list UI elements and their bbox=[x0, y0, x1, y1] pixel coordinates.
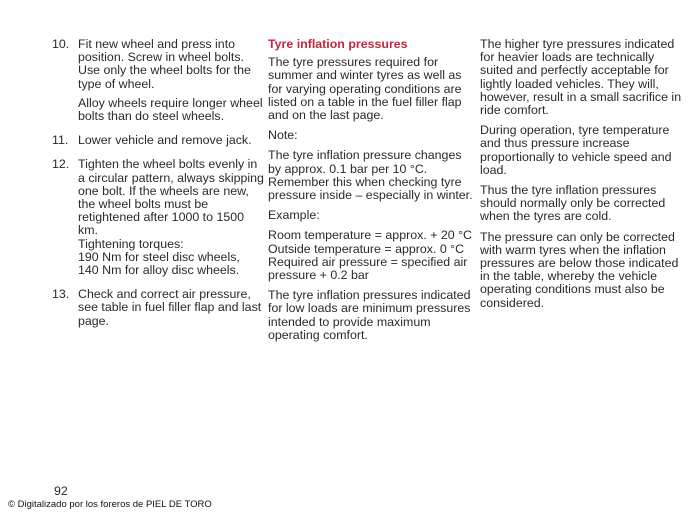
pressure-notes-column bbox=[480, 38, 684, 317]
step-12 bbox=[52, 158, 264, 283]
step-number: 10. bbox=[52, 37, 70, 51]
paragraph: During operation, tyre temperature and thus pressure increase proportionally to vehicle speed and load. bbox=[480, 123, 672, 177]
step-number: 11. bbox=[52, 133, 69, 148]
step-number: 12. bbox=[52, 157, 70, 172]
low-loads-paragraph: The tyre inflation pressures indicated for low loads are minimum pressures intended to provide maximum operating comfort. bbox=[268, 288, 471, 342]
paragraph: Thus the tyre inflation pressures should normally only be corrected when the tyres are cold. bbox=[480, 183, 666, 224]
torque-alloy: 140 Nm for alloy disc wheels. bbox=[78, 263, 240, 278]
paragraph: The pressure can only be corrected with warm tyres when the inflation pressures are below those indicated in the table, whereby the vehicle operating conditions must also be considered. bbox=[480, 229, 679, 310]
step-10 bbox=[52, 38, 264, 129]
required-pressure: Required air pressure = specified air pressure + 0.2 bar bbox=[268, 254, 468, 283]
step-text: Fit new wheel and press into position. Screw in wheel bolts. Use only the wheel bolts for the type of wheel. bbox=[78, 37, 251, 91]
tyre-pressure-column bbox=[268, 38, 474, 349]
intro-paragraph: The tyre pressures required for summer and winter tyres as well as for varying operating conditions are listed on a table in the fuel filler flap and on the last page. bbox=[268, 55, 462, 123]
step-number: 13. bbox=[52, 287, 70, 302]
note-text: The tyre inflation pressure changes by approx. 0.1 bar per 10 °C. Remember this when checking tyre pressure inside – especially in winter. bbox=[268, 148, 473, 203]
step-text: Check and correct air pressure, see table in fuel filler flap and last page. bbox=[78, 287, 262, 328]
page-number: 92 bbox=[54, 484, 68, 498]
room-temperature: Room temperature = approx. + 20 °C bbox=[268, 228, 472, 243]
step-13 bbox=[52, 288, 264, 334]
step-text: Alloy wheels require longer wheel bolts than do steel wheels. bbox=[78, 95, 263, 124]
section-heading: Tyre inflation pressures bbox=[268, 37, 408, 51]
torque-label: Tightening torques: bbox=[78, 236, 184, 251]
step-text: Tighten the wheel bolts evenly in a circular pattern, always skipping one bolt. If the wheels are new, the wheel bolts must be retightened after 1000 to 1500 km. bbox=[78, 157, 264, 238]
example-label: Example: bbox=[268, 208, 320, 223]
step-11 bbox=[52, 134, 264, 153]
footer-credit: © Digitalizado por los foreros de PIEL DE TORO bbox=[8, 499, 212, 510]
torque-steel: 190 Nm for steel disc wheels, bbox=[78, 249, 240, 264]
step-text: Lower vehicle and remove jack. bbox=[78, 133, 252, 148]
paragraph: The higher tyre pressures indicated for heavier loads are technically suited and perfectly acceptable for lightly loaded vehicles. They will, however, result in a small sacrifice in ride comfort. bbox=[480, 37, 682, 118]
steps-column bbox=[52, 38, 264, 339]
note-label: Note: bbox=[268, 128, 298, 143]
outside-temperature: Outside temperature = approx. 0 °C bbox=[268, 241, 465, 256]
